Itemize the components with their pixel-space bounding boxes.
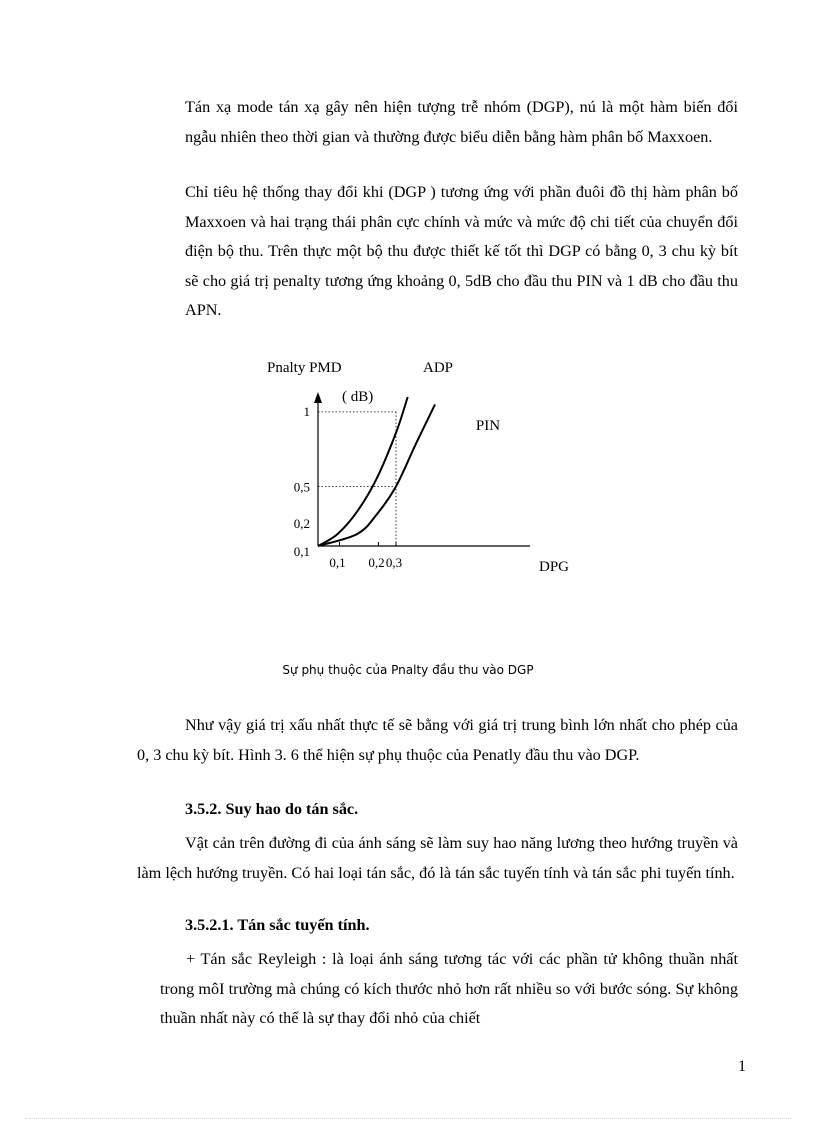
- chart-series: [318, 360, 500, 546]
- chart-guides: [318, 412, 396, 546]
- chart-axes: [314, 392, 530, 546]
- paragraph-worst-case: Như vậy giá trị xấu nhất thực tế sẽ bằng với giá trị trung bình lớn nhất cho phép của 0, 3 chu kỳ bít. Hình 3. 6 thể hiện sự phụ thuộc của Penatly đầu thu vào DGP.: [137, 716, 738, 764]
- page-number: 1: [738, 1058, 746, 1075]
- paragraph-dispersion: Vật cản trên đường đi của ánh sáng sẽ làm suy hao năng lương theo hướng truyền và làm lệch hướng truyền. Có hai loại tán sắc, đó là tán sắc tuyến tính và tán sắc phi tuyến tính.: [137, 834, 738, 882]
- paragraph-system-criteria: Chỉ tiêu hệ thống thay đổi khi (DGP ) tương ứng với phần đuôi đồ thị hàm phân bố Maxxoen và hai trạng thái phân cực chính và mức và mức độ chi tiết của chuyển đổi điện bộ thu. Trên thực một bộ thu được thiết kế tốt thì DGP có bằng 0, 3 chu kỳ bít sẽ cho giá trị penalty tương ứng khoảng 0, 5dB cho đầu thu PIN và 1 dB cho đầu thu APN.: [185, 183, 738, 319]
- x-tick-label: 0,2: [368, 555, 385, 570]
- chart-ticks: [294, 404, 402, 570]
- y-tick-label: 0,5: [293, 479, 310, 495]
- series-line-pin: [318, 404, 435, 546]
- origin-label: 0,1: [293, 544, 310, 559]
- footer-divider: [25, 1118, 791, 1119]
- x-axis-label: DPG: [539, 559, 570, 575]
- series-label-adp: ADP: [422, 360, 454, 376]
- series-line-adp: [318, 397, 408, 546]
- section-heading-linear-dispersion: 3.5.2.1. Tán sắc tuyến tính.: [185, 916, 370, 934]
- series-label-pin: PIN: [475, 418, 501, 434]
- y-tick-label: 1: [303, 403, 310, 419]
- x-tick-label: 0,3: [385, 555, 403, 570]
- y-axis-unit: ( dB): [342, 389, 374, 405]
- y-axis-label: Pnalty PMD: [267, 360, 342, 376]
- y-tick-label: 0,2: [293, 516, 310, 532]
- section-heading-dispersion-loss: 3.5.2. Suy hao do tán sắc.: [185, 800, 359, 818]
- y-axis-arrow: [314, 392, 322, 403]
- x-tick-label: 0,1: [329, 555, 346, 570]
- paragraph-rayleigh: + Tán sắc Reyleigh : là loại ánh sáng tương tác với các phần tử không thuần nhất trong môI trường mà chúng có kích thước nhỏ hơn rất nhiều so với bước sóng. Sự không thuần nhất này có thể là sự thay đổi nhỏ của chiết: [160, 950, 738, 1027]
- figure-caption: Sự phụ thuộc của Pnalty đầu thu vào DGP: [282, 663, 534, 677]
- paragraph-intro: Tán xạ mode tán xạ gây nên hiện tượng trễ nhóm (DGP), nú là một hàm biến đổi ngẫu nhiên theo thời gian và thường được biểu diễn bằng hàm phân bố Maxxoen.: [185, 98, 738, 146]
